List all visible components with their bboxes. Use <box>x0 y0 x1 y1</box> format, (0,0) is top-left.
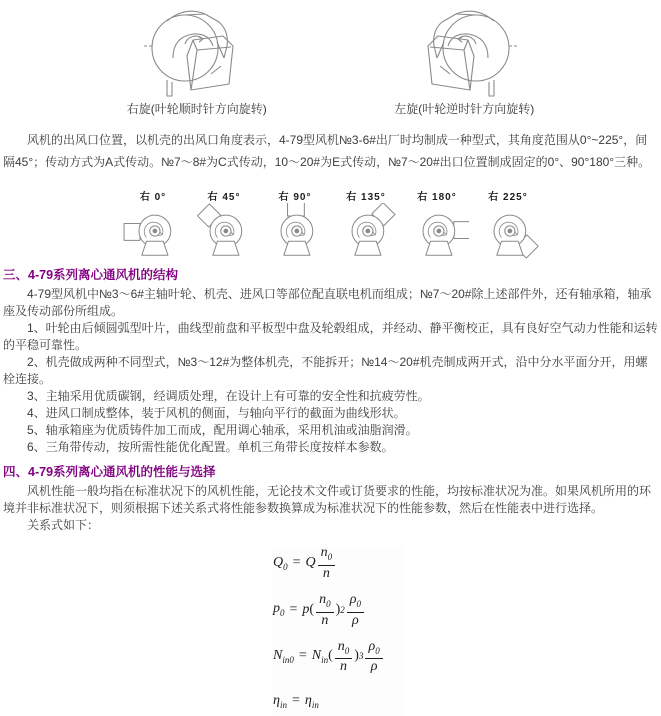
outlet-angle-diagram <box>121 188 185 259</box>
structure-item-3: 3、主轴采用优质碳钢，经调质处理，在设计上有可靠的安全性和抗疲劳性。 <box>27 389 430 403</box>
formula-efficiency-rhs: $\eta_{in}$ <box>304 692 319 710</box>
fan-outlet-angle-icon <box>405 203 469 259</box>
centrifugal-fan-3d-icon <box>407 6 522 98</box>
structure-item-1: 1、叶轮由后倾圆弧型叶片，曲线型前盘和平板型中盘及轮毂组成，并经动、静平衡校正，具有良好空气动力性能和运转的平稳可靠性。 <box>3 321 658 352</box>
fan-outlet-angle-icon <box>263 203 327 259</box>
section3-heading: 三、4-79系列离心通风机的结构 <box>3 268 179 282</box>
outlet-angle-label: 右 45° <box>207 192 241 203</box>
fan-outlet-angle-icon <box>334 203 398 259</box>
fan-outlet-angle-icon <box>476 203 540 259</box>
formula-flow-coef: Q <box>305 554 316 570</box>
fraction-n0-n: $\frac{n_0}{n}$ <box>335 640 353 674</box>
centrifugal-fan-3d-icon <box>139 6 254 98</box>
formula-efficiency: $\eta_{in}$ = $\eta_{in}$ <box>273 692 319 710</box>
structure-item-5: 5、轴承箱座为优质铸件加工而成，配用调心轴承，采用机油或油脂润滑。 <box>27 423 418 437</box>
right-rotation-caption: 右旋(叶轮顺时针方向旋转) <box>126 102 267 116</box>
outlet-angle-label: 右 135° <box>346 192 386 203</box>
structure-item-2: 2、机壳做成两种不同型式，№3～12#为整体机壳，不能拆开；№14～20#机壳制成两开式，沿中分水平面分开，用螺栓连接。 <box>3 355 648 386</box>
formula-power: $N_{in0}$ = $N_{in}$ ( $\frac{n_0}{n}$ ) 3 $\frac{\rho_0}{\rho}$ <box>273 640 403 674</box>
right-rotation-fan-illustration <box>77 6 317 98</box>
figure-right-rotation <box>77 6 317 117</box>
left-rotation-caption: 左旋(叶轮逆时针方向旋转) <box>394 102 535 116</box>
fraction-n0-n: $\frac{n_0}{n}$ <box>316 593 334 627</box>
formula-efficiency-lhs: $\eta_{in}$ <box>273 692 287 710</box>
fraction-n0-n: $\frac{n_0}{n}$ <box>318 546 336 580</box>
fraction-rho0-rho: $\frac{\rho_0}{\rho}$ <box>365 640 382 674</box>
outlet-angle-diagram <box>192 188 256 259</box>
formula-pressure-lhs: $p_0$ <box>273 601 285 619</box>
conversion-formulas <box>273 546 403 716</box>
structure-item-4: 4、进风口制成整体，装于风机的侧面，与轴向平行的截面为曲线形状。 <box>27 406 406 420</box>
fraction-rho0-rho: $\frac{\rho_0}{\rho}$ <box>347 593 364 627</box>
figure-left-rotation <box>344 6 584 117</box>
outlet-angle-label: 右 180° <box>417 192 457 203</box>
outlet-angle-diagram <box>476 188 540 259</box>
outlet-angle-label: 右 225° <box>488 192 528 203</box>
outlet-angle-label: 右 0° <box>139 192 167 203</box>
structure-item-6: 6、三角带传动，按所需性能优化配置。单机三角带长度按样本参数。 <box>27 440 394 454</box>
section4-heading: 四、4-79系列离心通风机的性能与选择 <box>3 465 216 479</box>
formula-flow: $Q_0$ = Q $\frac{n_0}{n}$ <box>273 546 403 580</box>
outlet-position-paragraph: 风机的出风口位置，以机壳的出风口角度表示，4-79型风机№3-6#出厂时均制成一种型式，其角度范围从0°~225°，间隔45°；传动方式为A式传动。№7～8#为C式传动，10～20#为E式传动，№7～20#出口位置制成固定的0°、90°180°三种。 <box>3 133 651 169</box>
outlet-angle-diagram-row <box>3 188 658 259</box>
fan-outlet-angle-icon <box>192 203 256 259</box>
formula-pressure: $p_0$ = p ( $\frac{n_0}{n}$ ) 2 $\frac{\rho_0}{\rho}$ <box>273 593 403 627</box>
outlet-angle-diagram <box>263 188 327 259</box>
section4-intro: 风机性能一般均指在标准状况下的风机性能，无论技术文件或订货要求的性能，均按标准状况为准。如果风机所用的环境并非标准状况下，则须根据下述关系式将性能参数换算成为标准状况下的性能参数，然后在性能表中进行选择。 <box>3 484 652 515</box>
fan-outlet-angle-icon <box>121 203 185 259</box>
outlet-angle-diagram <box>334 188 398 259</box>
formula-intro: 关系式如下： <box>27 518 100 532</box>
section3-intro: 4-79型风机中№3～6#主轴叶轮、机壳、进风口等部位配直联电机而组成；№7～20#除上述部件外，还有轴承箱，轴承座及传动部份所组成。 <box>3 287 652 318</box>
formula-power-lhs: $N_{in0}$ <box>273 648 294 665</box>
rotation-figures <box>3 0 658 117</box>
outlet-angle-diagram <box>405 188 469 259</box>
formula-power-coef: $N_{in}$ <box>311 648 329 665</box>
outlet-angle-label: 右 90° <box>278 192 312 203</box>
formula-flow-lhs: $Q_0$ <box>273 554 288 572</box>
formula-pressure-coef: p <box>302 601 310 617</box>
left-rotation-fan-illustration <box>344 6 584 98</box>
